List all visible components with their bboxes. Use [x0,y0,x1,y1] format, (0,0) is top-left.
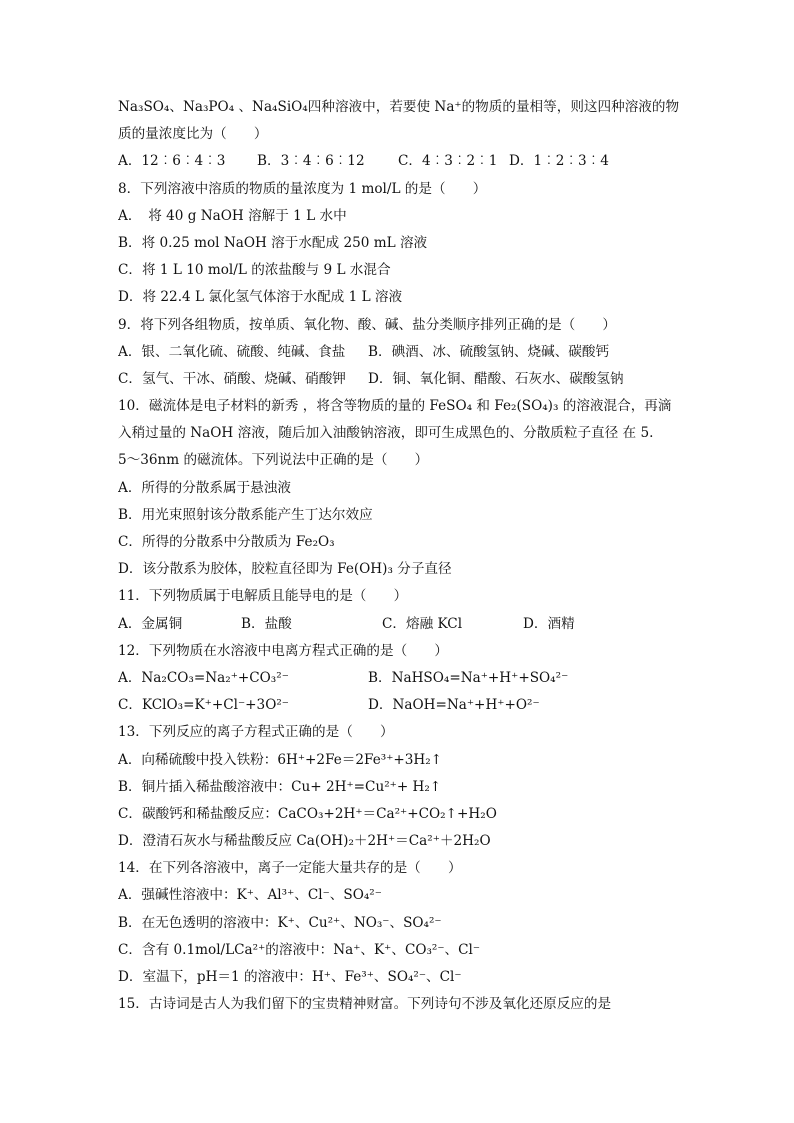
q8-option-c: C．将 1 L 10 mol/L 的浓盐酸与 9 L 水混合 [118,262,391,279]
q12-stem: 12．下列物质在水溶液中电离方程式正确的是（ ） [118,642,448,659]
q12-option-a: A．Na₂CO₃=Na₂⁺+CO₃²⁻ [118,669,289,686]
q7-stem-line-1: Na₃SO₄、Na₃PO₄ 、Na₄SiO₄四种溶液中，若要使 Na⁺的物质的量相等，则这四种溶液的物 [118,99,680,115]
q9-option-b: B．碘酒、冰、硫酸氢钠、烧碱、碳酸钙 [368,343,610,360]
q8-option-a: A． 将 40 g NaOH 溶解于 1 L 水中 [118,207,347,224]
q13-stem: 13．下列反应的离子方程式正确的是（ ） [118,724,394,741]
q9-options-row-2 [118,366,684,393]
q10-option-c: C．所得的分散系中分散质为 Fe₂O₃ [118,534,335,550]
q14-option-d: D．室温下，pH＝1 的溶液中：H⁺、Fe³⁺、SO₄²⁻、Cl⁻ [118,969,462,985]
q11-stem: 11．下列物质属于电解质且能导电的是（ ） [118,588,408,605]
q12-option-c: C．KClO₃=K⁺+Cl⁻+3O²⁻ [118,697,289,714]
q10-stem-line-3: 5～36nm 的磁流体。下列说法中正确的是（ ） [118,452,429,469]
q15-stem: 15．古诗词是古人为我们留下的宝贵精神财富。下列诗句不涉及氧化还原反应的是 [118,996,612,1013]
q12-option-d: D．NaOH=Na⁺+H⁺+O²⁻ [368,697,540,714]
q14-option-c: C．含有 0.1mol/LCa²⁺的溶液中：Na⁺、K⁺、CO₃²⁻、Cl⁻ [118,941,481,958]
q7-options [118,148,684,175]
q11-option-c: C．熔融 KCl [382,615,463,632]
q8-option-b: B．将 0.25 mol NaOH 溶于水配成 250 mL 溶液 [118,234,428,251]
q10-option-b: B．用光束照射该分散系能产生丁达尔效应 [118,506,373,523]
q9-option-d: D．铜、氧化铜、醋酸、石灰水、碳酸氢钠 [368,370,624,387]
q7-option-b: B．3︰4︰6︰12 [257,153,365,170]
q10-stem-line-1: 10．磁流体是电子材料的新秀 ，将含等物质的量的 FeSO₄ 和 Fe₂(SO₄)₃ 的溶液混合，再滴 [118,398,672,415]
q8-option-d: D．将 22.4 L 氯化氢气体溶于水配成 1 L 溶液 [118,289,403,306]
q11-option-d: D．酒精 [523,615,575,632]
q9-stem: 9．将下列各组物质，按单质、氧化物、酸、碱、盐分类顺序排列正确的是（ ） [118,316,617,333]
q11-option-b: B．盐酸 [241,615,292,632]
q13-option-c: C．碳酸钙和稀盐酸反应：CaCO₃+2H⁺＝Ca²⁺+CO₂↑+H₂O [118,805,497,822]
q10-option-a: A．所得的分散系属于悬浊液 [118,479,291,496]
q13-option-a: A．向稀硫酸中投入铁粉：6H⁺+2Fe＝2Fe³⁺+3H₂↑ [118,751,443,768]
q7-option-a: A．12︰6︰4︰3 [118,153,226,170]
q12-options-row-2 [118,692,684,719]
q13-option-d: D．澄清石灰水与稀盐酸反应 Ca(OH)₂＋2H⁺＝Ca²⁺＋2H₂O [118,833,491,850]
q12-option-b: B．NaHSO₄=Na⁺+H⁺+SO₄²⁻ [368,669,569,686]
q7-option-d: D．1︰2︰3︰4 [509,153,609,170]
q8-stem: 8．下列溶液中溶质的物质的量浓度为 1 mol/L 的是（ ） [118,180,487,197]
q11-option-a: A．金属铜 [118,615,183,632]
q9-option-c: C．氢气、干冰、硝酸、烧碱、硝酸钾 [118,370,346,387]
q9-options-row-1 [118,339,684,366]
q7-stem-line-2: 质的量浓度比为（ ） [118,126,268,143]
q14-option-b: B．在无色透明的溶液中：K⁺、Cu²⁺、NO₃⁻、SO₄²⁻ [118,914,442,931]
q14-stem: 14．在下列各溶液中，离子一定能大量共存的是（ ） [118,860,462,877]
q7-option-c: C．4︰3︰2︰1 [398,153,498,170]
q10-option-d: D．该分散系为胶体，胶粒直径即为 Fe(OH)₃ 分子直径 [118,561,452,578]
q10-stem-line-2: 入稍过量的 NaOH 溶液，随后加入油酸钠溶液，即可生成黑色的、分散质粒子直径 在 5. [118,425,654,442]
q14-option-a: A．强碱性溶液中：K⁺、Al³⁺、Cl⁻、SO₄²⁻ [118,887,382,904]
q9-option-a: A．银、二氧化硫、硫酸、纯碱、食盐 [118,343,346,360]
q13-option-b: B．铜片插入稀盐酸溶液中：Cu+ 2H⁺=Cu²⁺+ H₂↑ [118,778,442,795]
question-content [118,94,684,1018]
q12-options-row-1 [118,665,684,692]
q11-options [118,611,684,638]
